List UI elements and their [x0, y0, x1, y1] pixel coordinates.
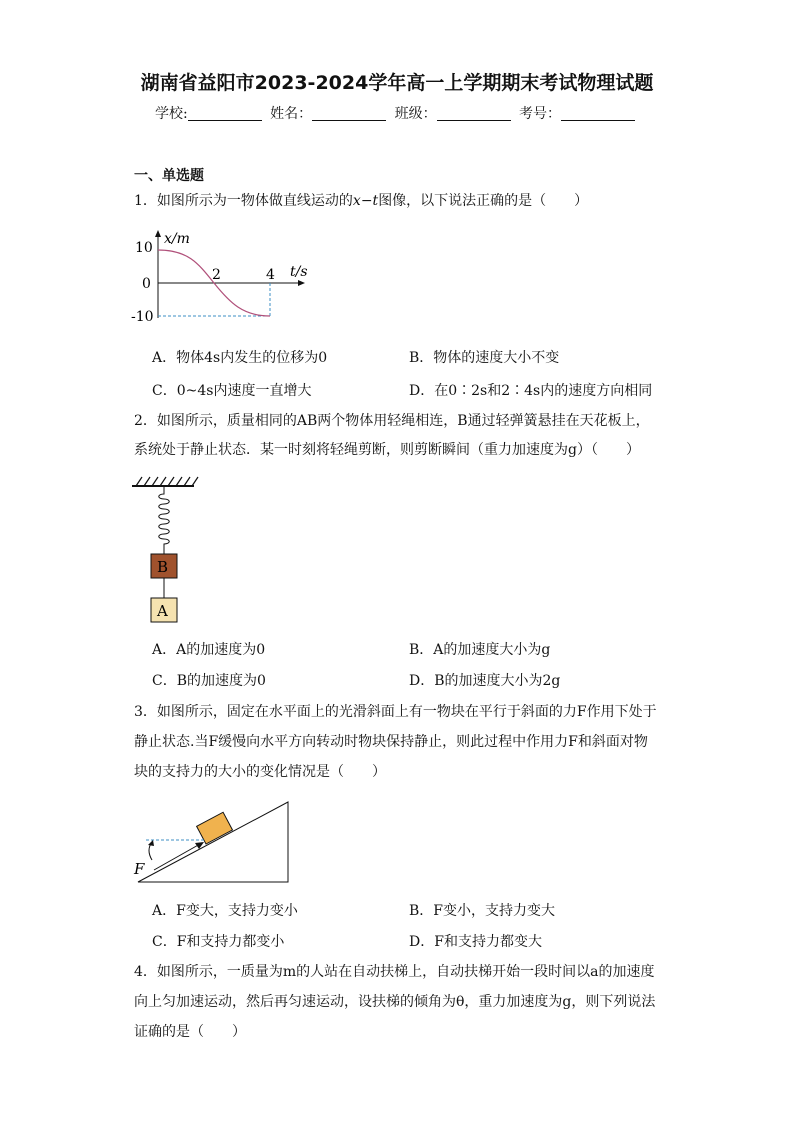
q1-y-arrow	[155, 230, 161, 237]
q2-spring-figure	[128, 474, 208, 626]
q2-option-b[interactable]: B．A的加速度大小为g	[409, 642, 551, 658]
q1-x-tick-4: 4	[266, 267, 275, 283]
q2-ceiling-hatch	[136, 477, 198, 486]
q1-option-c[interactable]: C．0~4s内速度一直增大	[152, 383, 312, 399]
question-4-line-1: 4．如图所示，一质量为m的人站在自动扶梯上，自动扶梯开始一段时间以a的加速度	[134, 964, 655, 980]
q1-y-tick-10: 10	[135, 240, 153, 256]
number-label: 考号：	[519, 106, 562, 122]
question-4-line-3: 证确的是（ ）	[134, 1024, 246, 1040]
q1-y-tick-neg10: -10	[131, 309, 154, 325]
question-3-line-3: 块的支持力的大小的变化情况是（ ）	[134, 764, 386, 780]
q1-option-d[interactable]: D．在0∶2s和2∶4s内的速度方向相同	[409, 383, 653, 399]
class-blank[interactable]	[437, 106, 511, 121]
q3-option-c[interactable]: C．F和支持力都变小	[152, 934, 285, 950]
q2-option-a[interactable]: A．A的加速度为0	[152, 642, 266, 658]
question-3-line-1: 3．如图所示，固定在水平面上的光滑斜面上有一物块在平行于斜面的力F作用下处于	[134, 704, 657, 720]
q1-stem-a: 1．如图所示为一物体做直线运动的	[134, 193, 353, 209]
name-label: 姓名：	[270, 106, 313, 122]
number-blank[interactable]	[561, 106, 635, 121]
q2-spring	[159, 486, 170, 554]
q1-x-tick-2: 2	[212, 267, 221, 283]
q1-xt-graph	[128, 228, 328, 328]
q3-rotation-arrowhead	[148, 840, 154, 846]
question-1-stem	[134, 186, 664, 216]
name-blank[interactable]	[312, 106, 386, 121]
q1-x-arrow	[298, 280, 305, 286]
student-info-row	[0, 103, 794, 123]
page-title: 湖南省益阳市2023-2024学年高一上学期期末考试物理试题	[140, 72, 654, 94]
q1-x-label: t/s	[290, 264, 308, 280]
q1-stem-var: x−t	[352, 193, 379, 209]
class-label: 班级：	[394, 106, 437, 122]
q3-option-b[interactable]: B．F变小，支持力变大	[409, 903, 556, 919]
q3-incline-figure	[128, 796, 298, 888]
q1-option-b[interactable]: B．物体的速度大小不变	[409, 350, 560, 366]
school-label: 学校:	[154, 106, 188, 122]
q3-force-label: F	[134, 860, 145, 878]
q1-y-tick-0: 0	[142, 276, 151, 292]
q2-label-a: A	[157, 602, 168, 620]
school-blank[interactable]	[188, 106, 262, 121]
q3-incline	[138, 802, 288, 882]
q1-option-a[interactable]: A．物体4s内发生的位移为0	[152, 350, 328, 366]
q2-label-b: B	[157, 558, 169, 576]
question-4-line-2: 向上匀加速运动，然后再匀速运动，设扶梯的倾角为θ，重力加速度为g，则下列说法	[134, 994, 656, 1010]
section-heading: 一、单选题	[134, 168, 204, 184]
question-2-line-1: 2．如图所示，质量相同的AB两个物体用轻绳相连，B通过轻弹簧悬挂在天花板上，	[134, 413, 650, 429]
q1-y-label: x/m	[164, 231, 190, 247]
q2-option-c[interactable]: C．B的加速度为0	[152, 673, 266, 689]
question-3-line-2: 静止状态.当F缓慢向水平方向转动时物块保持静止，则此过程中作用力F和斜面对物	[134, 734, 648, 750]
q2-option-d[interactable]: D．B的加速度大小为2g	[409, 673, 561, 689]
q1-stem-b: 图像，以下说法正确的是（ ）	[378, 193, 589, 209]
q3-option-a[interactable]: A．F变大，支持力变小	[152, 903, 298, 919]
question-2-line-2: 系统处于静止状态．某一时刻将轻绳剪断，则剪断瞬间（重力加速度为g）（ ）	[134, 442, 640, 458]
q3-option-d[interactable]: D．F和支持力都变大	[409, 934, 542, 950]
